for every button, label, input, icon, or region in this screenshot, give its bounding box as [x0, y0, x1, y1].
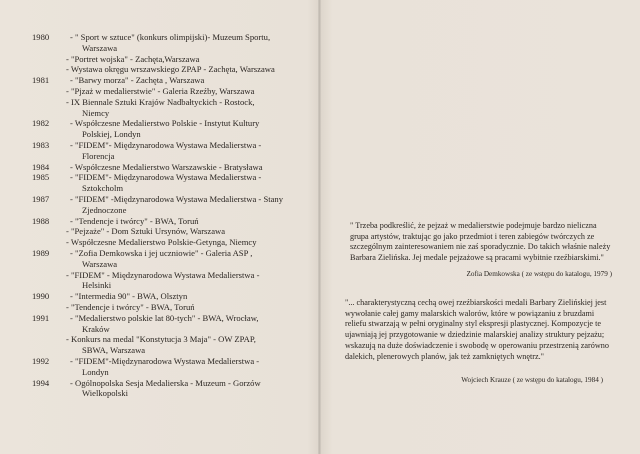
- exhibition-entry-line: - "Intermedia 90" - BWA, Olsztyn: [70, 291, 188, 302]
- exhibition-entry-line: Sztokcholm: [82, 183, 124, 194]
- exhibition-entry-line: - IX Biennale Sztuki Krajów Nadbałtyckich - Rostock,: [66, 96, 255, 107]
- exhibition-entry-line: - " Sport w sztuce" (konkurs olimpijski)- Muzeum Sportu,: [70, 32, 271, 42]
- exhibition-year: 1982: [32, 118, 50, 129]
- exhibition-entry-line: Kraków: [82, 323, 110, 334]
- exhibition-entry-line: Polskiej, Londyn: [82, 129, 141, 140]
- exhibition-entry-line: Niemcy: [82, 107, 110, 118]
- quote-attribution: Zofia Demkowska ( ze wstępu do katalogu, 1979 ): [466, 269, 612, 278]
- exhibition-entry-line: - "FIDEM"-Międzynarodowa Wystawa Medalierstwa -: [70, 355, 260, 366]
- exhibition-entry-line: - "Tendencje i twórcy" - BWA, Toruń: [70, 215, 199, 226]
- exhibition-entry-line: - "Tendencje i twórcy" - BWA, Toruń: [66, 301, 195, 312]
- exhibition-year: 1980: [32, 32, 50, 42]
- exhibition-entry-line: - "Pejzaże" - Dom Sztuki Ursynów, Warszawa: [66, 226, 226, 237]
- exhibition-entry-line: - "FIDEM" - Międzynarodowa Wystawa Medalierstwa -: [66, 269, 260, 280]
- exhibition-year-group: [32, 194, 314, 216]
- exhibition-year-group: [32, 140, 314, 162]
- exhibition-entry-line: - "FIDEM" -Międzynarodowa Wystawa Medalierstwa - Stany: [70, 193, 284, 204]
- exhibition-year-group: [32, 313, 314, 356]
- exhibition-entry-line: Londyn: [82, 366, 109, 377]
- exhibition-year: 1990: [32, 291, 50, 302]
- exhibition-entry-line: - "FIDEM"- Międzynarodowa Wystawa Medalierstwa -: [70, 139, 262, 150]
- exhibition-entry-line: Warszawa: [82, 258, 118, 269]
- quote-demkowska: [350, 221, 612, 280]
- exhibition-year: 1987: [32, 193, 50, 204]
- exhibition-year-group: [32, 32, 314, 75]
- exhibition-year: 1988: [32, 215, 50, 226]
- exhibition-year: 1989: [32, 247, 50, 258]
- exhibition-entry-line: Zjednoczone: [82, 204, 127, 215]
- exhibition-year-group: [32, 248, 314, 291]
- exhibition-entry-line: Wielkopolski: [82, 388, 128, 399]
- exhibition-year: 1991: [32, 312, 50, 323]
- exhibition-year-group: [32, 75, 314, 118]
- quote-text: "... charakterystyczną cechą owej rzeźbiarskości medali Barbary Zielińskiej jest wywołanie całej gamy malarskich walorów, które w powiązaniu z bruzdami reliefu stwarzają w pełni oryginalny styl ekspresji plastycznej. Kompozycje te ujawniają jej przygotowanie w dziedzinie malarskiej analizy struktury pejzażu; wskazują na duże doświadczenie i swobodę w operowaniu przestrzenią zarówno dalekich, plenerowych planów, jak też zamkniętych wnętrz.": [345, 298, 609, 361]
- exhibition-entry-line: - Współczesne Medalierstwo Warszawskie - Bratysława: [70, 161, 263, 172]
- exhibition-year: 1994: [32, 377, 50, 388]
- exhibition-entry-line: - Ogólnopolska Sesja Medalierska - Muzeum - Gorzów: [70, 377, 261, 388]
- exhibition-entry-line: Helsinki: [82, 280, 112, 291]
- exhibition-year-group: [32, 216, 314, 248]
- exhibition-year: 1981: [32, 75, 50, 86]
- exhibition-year-group: [32, 172, 314, 194]
- exhibition-entry-line: - "Pjzaż w medalierstwie" - Galeria Rzeźby, Warszawa: [66, 85, 255, 96]
- exhibition-entry-line: - "Medalierstwo polskie lat 80-tych" - BWA, Wrocław,: [70, 312, 259, 323]
- left-page: [0, 0, 318, 454]
- exhibition-entry-line: Florencja: [82, 150, 115, 161]
- exhibition-year-group: [32, 356, 314, 378]
- exhibition-entry-line: - Współczesne Medalierstwo Polskie-Getynga, Niemcy: [66, 237, 257, 248]
- quote-attribution: Wojciech Krauze ( ze wstępu do katalogu, 1984 ): [461, 376, 603, 385]
- exhibition-entry-line: Warszawa: [82, 42, 118, 53]
- exhibition-entry-line: - "Portret wojska" - Zachęta,Warszawa: [66, 53, 200, 64]
- quote-text: " Trzeba podkreślić, że pejzaż w medalierstwie podejmuje bardzo nieliczna grupa artystów, traktując go jako przedmiot i teren zabiegów twórczych ze szczególnym zainteresowaniem nie zaś sporadycznie. Do takich właśnie należy Barbara Zielińska. Jej medale pejzażowe są pracami wybitnie rzeźbiarskimi.": [350, 221, 611, 263]
- exhibition-year-group: [32, 291, 314, 313]
- exhibition-entry-line: - "Zofia Demkowska i jej uczniowie" - Galeria ASP ,: [70, 247, 253, 258]
- exhibition-entry-line: - Wystawa okręgu wrszawskiego ZPAP - Zachęta, Warszawa: [66, 64, 275, 75]
- exhibition-year: 1985: [32, 172, 50, 183]
- quote-krauze: [345, 298, 617, 386]
- exhibition-entry-line: - "Barwy morza" - Zachęta , Warszawa: [70, 75, 205, 86]
- exhibition-entry-line: - "FIDEM"- Międzynarodowa Wystawa Medalierstwa -: [70, 172, 262, 183]
- exhibition-entry-line: - Konkurs na medal "Konstytucja 3 Maja" - OW ZPAP,: [66, 334, 256, 345]
- exhibition-year-group: [32, 118, 314, 140]
- exhibition-year-group: [32, 378, 314, 400]
- exhibition-year: 1984: [32, 161, 50, 172]
- exhibition-entry-line: SBWA, Warszawa: [82, 345, 146, 356]
- exhibition-list: [32, 32, 314, 399]
- exhibition-year-group: [32, 162, 314, 173]
- exhibition-year: 1992: [32, 355, 50, 366]
- exhibition-year: 1983: [32, 139, 50, 150]
- exhibition-entry-line: - Współczesne Medalierstwo Polskie - Instytut Kultury: [70, 118, 260, 129]
